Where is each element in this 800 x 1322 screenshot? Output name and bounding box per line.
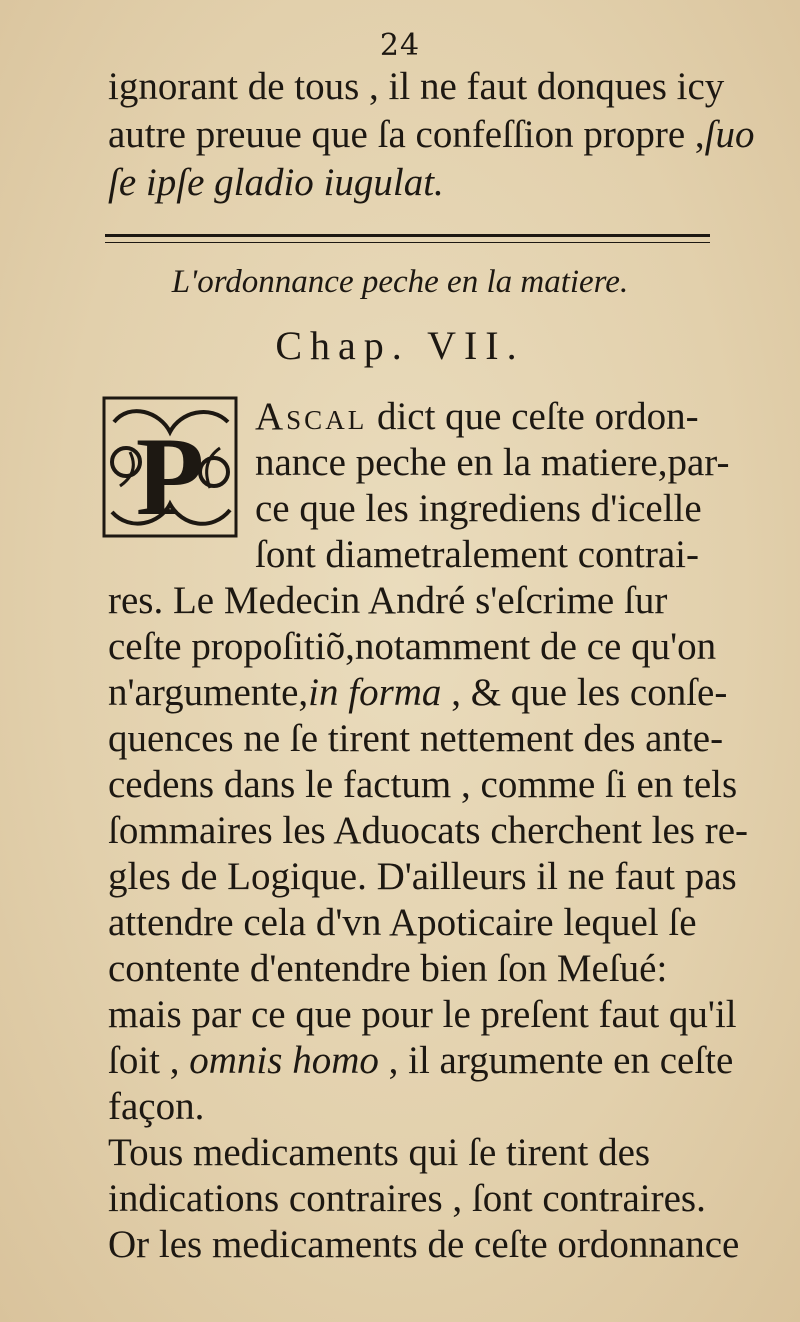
svg-text:P: P xyxy=(135,415,205,539)
paragraph-line-segment: ſommaires les Aduocats cherchent les re- xyxy=(108,809,749,852)
paragraph-line-segment: omnis homo xyxy=(179,1039,379,1082)
paragraph-line xyxy=(108,1220,740,1270)
paragraph-line-segment: mais par ce que pour le preſent faut qu'il xyxy=(108,993,737,1036)
paragraph-line-segment: ſont diametralement contrai- xyxy=(255,533,699,576)
paragraph-line-segment: façon. xyxy=(108,1085,205,1128)
paragraph-line xyxy=(255,392,730,442)
text-line-2 xyxy=(108,110,755,160)
paragraph-line xyxy=(108,1036,734,1086)
paragraph-line xyxy=(255,530,730,580)
text-line-3: ſe ipſe gladio iugulat. xyxy=(108,161,444,204)
paragraph-line xyxy=(108,852,737,902)
chapter-heading: Chap. VII. xyxy=(275,323,525,368)
paragraph-line xyxy=(108,1174,728,1224)
paragraph-line-segment: , & que les conſe- xyxy=(441,671,728,714)
paragraph-line xyxy=(108,898,728,948)
paragraph-line-segment: Tous medicaments qui ſe tirent des xyxy=(108,1131,651,1174)
paragraph-line-segment: ſoit , xyxy=(108,1039,180,1082)
paragraph-line xyxy=(108,622,728,672)
section-title: L'ordonnance peche en la matiere. xyxy=(171,264,629,300)
text-line-2-roman: autre preuue que ſa confeſſion propre , xyxy=(108,113,705,156)
paragraph-line xyxy=(108,668,728,718)
text-line-2-italic: ſuo xyxy=(704,113,755,156)
paragraph-line xyxy=(108,990,737,1040)
paragraph-line xyxy=(108,1128,728,1178)
paragraph-line xyxy=(108,1082,728,1132)
paragraph-line-segment: cedens dans le factum , comme ſi en tels xyxy=(108,763,738,806)
paragraph-line-segment: , il argumente en ceſte xyxy=(378,1039,734,1082)
paragraph-line-segment: contente d'entendre bien ſon Meſué: xyxy=(108,947,668,990)
paragraph-line xyxy=(108,760,738,810)
paragraph-line xyxy=(108,714,728,764)
paragraph-line-segment: res. Le Medecin André s'eſcrime ſur xyxy=(108,579,668,622)
paragraph-line-segment: ce que les ingrediens d'icelle xyxy=(255,487,702,530)
paragraph-line-segment: attendre cela d'vn Apoticaire lequel ſe xyxy=(108,901,697,944)
paragraph-line-segment: quences ne ſe tirent nettement des ante- xyxy=(108,717,724,760)
paragraph-line-segment: Or les medicaments de ceſte ordonnance xyxy=(108,1223,740,1266)
paragraph-line xyxy=(108,576,728,626)
paragraph-line-segment: gles de Logique. D'ailleurs il ne faut pas xyxy=(108,855,737,898)
section-rule xyxy=(105,234,710,243)
text-line-1: ignorant de tous , il ne faut donques icy xyxy=(108,65,725,108)
paragraph-line-segment: dict que ceſte ordon- xyxy=(367,395,699,438)
paragraph-line xyxy=(108,944,728,994)
paragraph-line xyxy=(255,484,730,534)
paragraph-line-segment: n'argumente, xyxy=(108,671,309,714)
ornamental-initial-p-icon xyxy=(100,392,240,542)
paragraph-line-segment: nance peche en la matiere,par- xyxy=(255,441,730,484)
paragraph-line-segment: Ascal xyxy=(255,395,368,438)
paragraph-line-segment: ceſte propoſitiõ,notamment de ce qu'on xyxy=(108,625,717,668)
paragraph-line xyxy=(255,438,730,488)
paragraph-line-segment: in forma xyxy=(308,671,442,714)
page-number: 24 xyxy=(379,28,421,63)
paragraph-line xyxy=(108,806,749,856)
paragraph-line-segment: indications contraires , ſont contraires. xyxy=(108,1177,706,1220)
